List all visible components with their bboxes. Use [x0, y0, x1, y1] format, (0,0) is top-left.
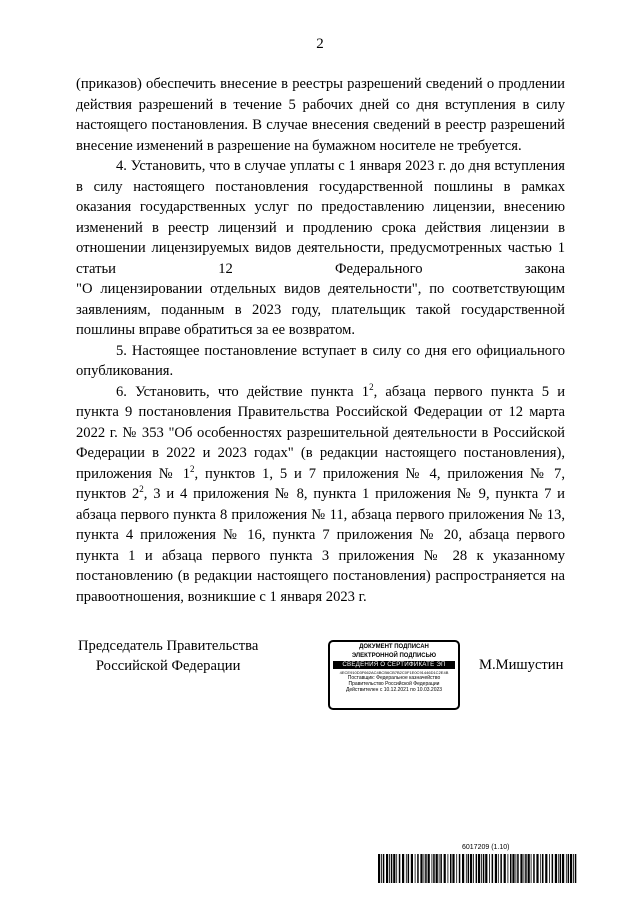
p6-segment: , 3 и 4 приложения № 8, пункта 1 приложения № 9, пункта 7 и абзаца первого пункта 8 приложения № 11, абзаца первого приложения № 13, пункта 4 приложения № 16, пункта 7 приложения № 20, абзаца первого пункта 1 и абзаца первого пункта 3 приложения № 28 к указанному постановлению (в редакции настоящего постановления) распространяется на правоотношения, возникшие с 1 января 2023 г.: [76, 486, 565, 605]
p6-segment: , пунктов 1, 5 и 7 приложения № 4, приложения № 7, пунктов 2: [76, 465, 565, 502]
stamp-line1: ДОКУМЕНТ ПОДПИСАН: [359, 644, 429, 650]
barcode: [378, 854, 578, 883]
paragraph-continuation: (приказов) обеспечить внесение в реестры разрешений сведений о продлении действия разрешений в течение 5 рабочих дней со дня вступления в силу настоящего постановления. В случае внесения сведений в реестр разрешений внесение изменений в разрешение на бумажном носителе не требуется.: [76, 76, 565, 154]
stamp-serial: 4ЕСЕ910D3F662AC4BCB6CB7B2C0F1E0C91446D1C2E4B: [339, 670, 449, 675]
barcode-code: 6017209 (1.10): [462, 844, 510, 851]
paragraph-4a: 4. Установить, что в случае уплаты с 1 января 2023 г. до дня вступления в силу настоящего постановления государственной пошлины в рамках оказания государственных услуг по предоставлению лицензии, внесению изменений в реестр лицензий и продлению срока действия лицензии в отношении лицензируемых видов деятельности, предусмотренных частью 1 статьи 12 Федерального закона: [76, 158, 565, 277]
superscript: 2: [139, 484, 144, 494]
paragraph-6: [76, 382, 565, 608]
paragraph-4b: "О лицензировании отдельных видов деятельности", по соответствующим заявлениям, поданным в 2023 году, плательщик такой государственной пошлины вправе обратиться за ее возвратом.: [76, 281, 565, 338]
superscript: 2: [190, 463, 195, 474]
p6-segment: 6. Установить, что действие пункта 1: [116, 383, 370, 400]
superscript: 2: [369, 381, 374, 392]
stamp-line2: ЭЛЕКТРОННОЙ ПОДПИСЬЮ: [351, 653, 437, 659]
document-body: [76, 74, 565, 607]
signer-title-line2: Российской Федерации: [95, 658, 241, 674]
stamp-header: СВЕДЕНИЯ О СЕРТИФИКАТЕ ЭП: [333, 661, 455, 669]
electronic-signature-stamp: [328, 640, 460, 710]
p6-segment: , абзаца первого пункта 5 и пункта 9 постановления Правительства Российской Федерации от 12 марта 2022 г. № 353 "Об особенностях разрешительной деятельности в Российской Федерации в 2022 и 2023 годах" (в редакции настоящего постановления), приложения № 1: [76, 383, 566, 482]
page-number: 2: [316, 36, 324, 52]
signer-title-line1: Председатель Правительства: [78, 638, 259, 654]
stamp-validity: Действителен с 10.12.2021 по 10.03.2023: [345, 687, 443, 693]
signer-title: [78, 636, 258, 676]
stamp-owner: Правительство Российской Федерации: [348, 681, 440, 687]
signer-name: М.Мишустин: [479, 657, 564, 673]
stamp-supplier: Поставщик: Федеральное казначейство: [347, 675, 441, 681]
paragraph-5: 5. Настоящее постановление вступает в силу со дня его официального опубликования.: [76, 342, 565, 379]
